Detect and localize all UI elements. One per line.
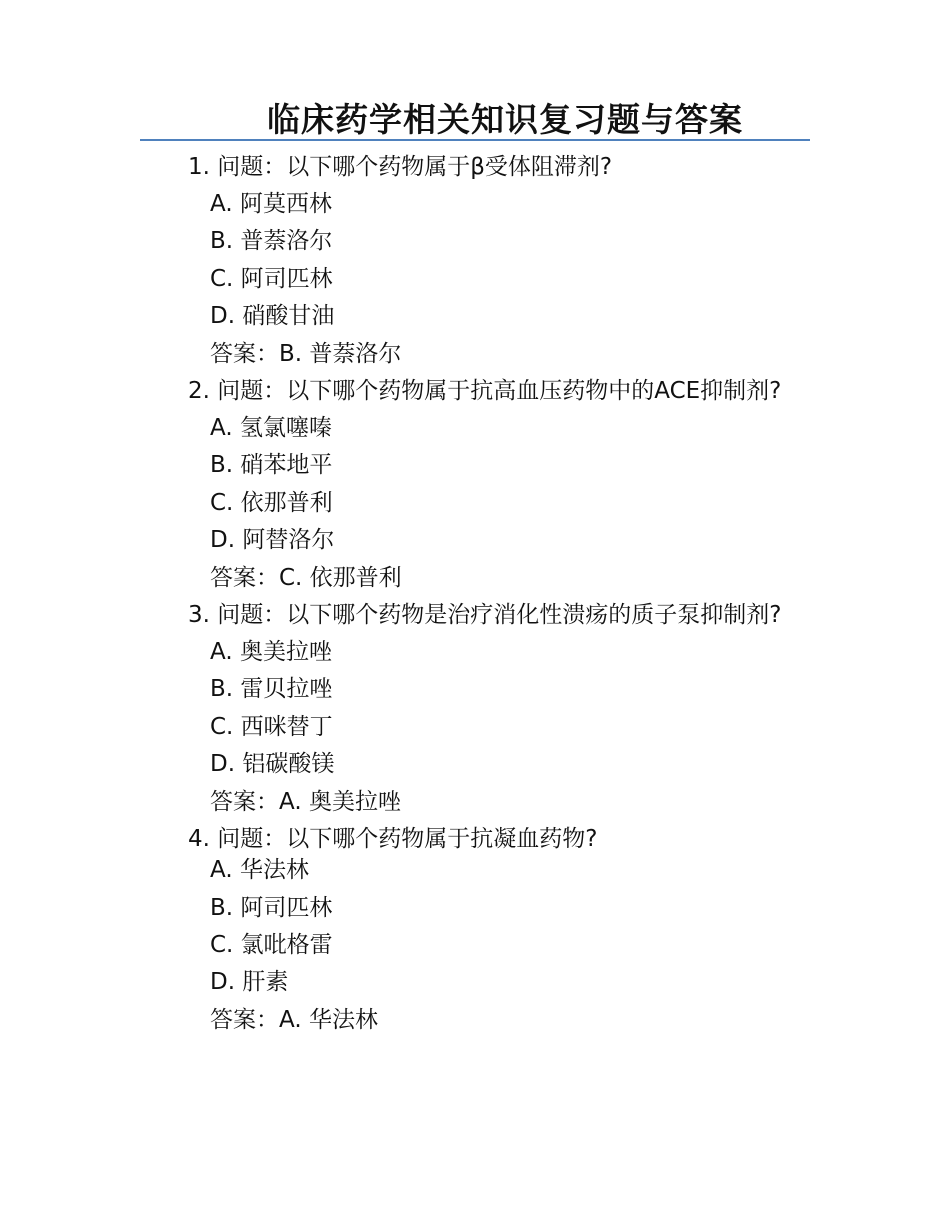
correct-answer: 答案：C. 依那普利: [210, 564, 402, 591]
answer-option: C. 氯吡格雷: [210, 931, 333, 958]
answer-option: D. 阿替洛尔: [210, 527, 335, 554]
answer-option: C. 西咪替丁: [210, 713, 333, 740]
question-text: 3. 问题：以下哪个药物是治疗消化性溃疡的质子泵抑制剂?: [188, 602, 782, 629]
answer-option: A. 氢氯噻嗪: [210, 415, 332, 442]
answer-option: A. 阿莫西林: [210, 191, 332, 217]
title-underline: [140, 139, 810, 141]
question-text: 4. 问题：以下哪个药物属于抗凝血药物?: [188, 826, 598, 853]
answer-option: C. 阿司匹林: [210, 265, 333, 292]
answer-option: B. 硝苯地平: [210, 452, 333, 479]
question-block: [140, 373, 810, 597]
document-title: 临床药学相关知识复习题与答案: [267, 100, 743, 139]
question-text: 2. 问题：以下哪个药物属于抗高血压药物中的ACE抑制剂?: [188, 378, 782, 405]
question-block: [140, 152, 810, 373]
question-list: [140, 152, 810, 1039]
question-block: [140, 821, 810, 1039]
question-text: 1. 问题：以下哪个药物属于β受体阻滞剂?: [188, 154, 613, 180]
correct-answer: 答案：A. 华法林: [210, 1006, 378, 1033]
question-block: [140, 597, 810, 821]
answer-option: A. 奥美拉唑: [210, 639, 332, 666]
answer-option: D. 硝酸甘油: [210, 303, 335, 330]
correct-answer: 答案：B. 普萘洛尔: [210, 340, 402, 367]
answer-option: B. 阿司匹林: [210, 894, 333, 921]
answer-option: C. 依那普利: [210, 489, 333, 516]
answer-option: A. 华法林: [210, 857, 309, 884]
answer-option: D. 铝碳酸镁: [210, 751, 335, 778]
answer-option: D. 肝素: [210, 969, 289, 996]
correct-answer: 答案：A. 奥美拉唑: [210, 788, 401, 815]
answer-option: B. 普萘洛尔: [210, 228, 333, 255]
answer-option: B. 雷贝拉唑: [210, 676, 333, 703]
